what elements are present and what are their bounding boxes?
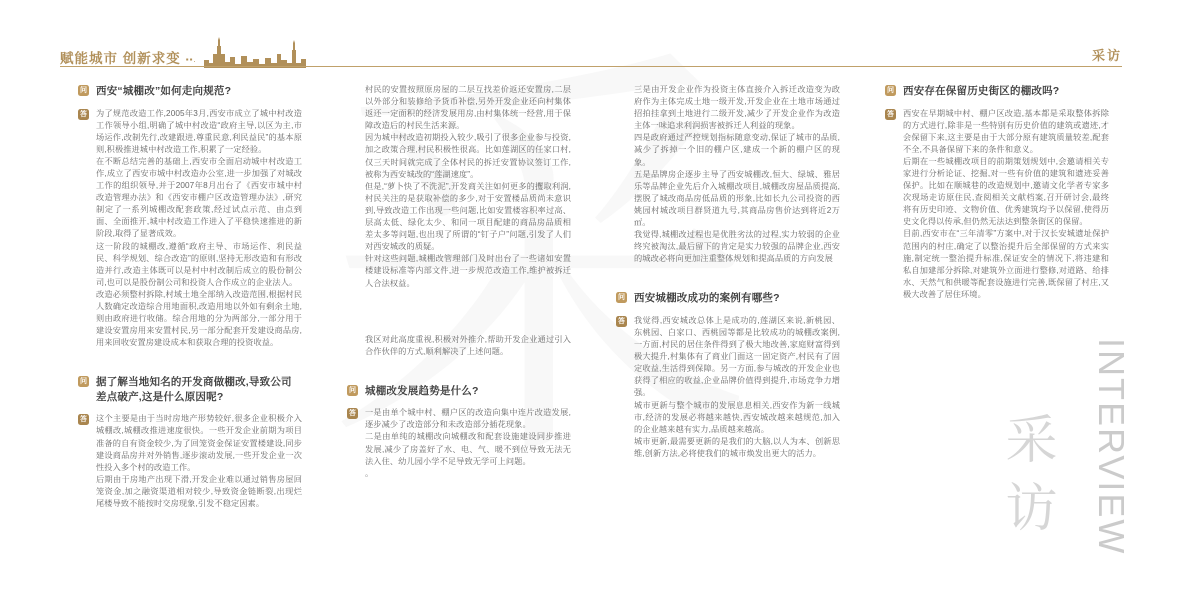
question-block xyxy=(616,291,840,306)
header-rule xyxy=(60,66,1122,67)
question-icon: 问 xyxy=(349,386,356,394)
question-block xyxy=(347,384,571,399)
paragraph: 这个主要是由于当时房地产形势较好,很多企业积极介入城棚改,城棚改推进速度很快。一些开发企业前期为项目准备的自有资金较少,为了回笼资金保证安置楼建设,同步建设商品房并对外销售,逐步滚动发展,一些开发企业一次性投入多个村的改造工作。 xyxy=(96,414,302,472)
paragraph: 我觉得,城棚改过程也是优胜劣汰的过程,实力较弱的企业终究被淘汰,最后留下的肯定是实力较强的品牌企业,西安的城改必将向更加注重整体规划和提高品质的方向发展 xyxy=(634,230,840,264)
question-icon: 问 xyxy=(80,87,87,94)
side-title-caifang: 采访 xyxy=(997,412,1055,548)
question-title: 西安城棚改成功的案例有哪些? xyxy=(634,292,780,305)
question-icon: 问 xyxy=(887,87,894,94)
answer-block xyxy=(616,315,840,460)
question-title: 西安存在保留历史街区的棚改吗? xyxy=(903,85,1060,97)
question-block xyxy=(885,84,1109,99)
paragraph: 西安在早期城中村、棚户区改造,基本都是采取整体拆除的方式进行,除非是一些特别有历史价值的建筑或遗迹,才会保留下来,这主要是由于大部分原有建筑质量较差,配套不全,不具备保留下来的条件和意义。 xyxy=(903,108,1109,154)
paragraph-group xyxy=(96,108,302,350)
question-title: 西安“城棚改”如何走向规范? xyxy=(96,85,232,97)
section-label: 采访 xyxy=(1091,48,1122,63)
paragraph: 针对这些问题,城棚改管理部门及时出台了一些诸如安置楼建设标准等内部文件,进一步规范改造工作,维护被拆迁人合法权益。 xyxy=(365,254,571,288)
paragraph: 在不断总结完善的基础上,西安市全面启动城中村改造工作,成立了西安市城中村改造办公室,进一步加强了对城改工作的组织领导,并于2007年8月出台了《西安市城中村改造管理办法》和《西安市棚户区改造管理办法》,研究制定了一系列城棚改配套政策,经过试点示范、由点到面、全面推开,城中村改造工作进入了平稳快速推进的新阶段,取得了显著成效。 xyxy=(96,156,302,239)
paragraph: 因为城中村改造初期投入较少,吸引了很多企业参与投资,加之政策合理,村民积极性很高。比如莲湖区的任家口村,仅三天时间就完成了全体村民的拆迁安置协议签订工作,被称为西安城改的“莲湖速度”。 xyxy=(365,133,571,179)
paragraph: 改造必须整村拆除,村域土地全部纳入改造范围,根据村民人数确定改造综合用地面积,改造用地以外如有剩余土地,则由政府进行收储。综合用地的分为两部分,一部分用于建设安置房用来安置村民,另一部分配套开发建设商品房,用来回收安置房建设成本和获取合理的投资收益。 xyxy=(96,289,302,348)
paragraph: 村民的安置按照原房屋的二层互找差价返还安置房,二层以外部分和装修给予货币补偿,另外开发企业还向村集体返还一定面积的经济发展用房,由村集体统一经营,用于保障改造后的村民生活来源。 xyxy=(365,85,571,131)
answer-icon: 答 xyxy=(618,317,625,325)
spacer xyxy=(347,300,571,334)
answer-block xyxy=(78,108,302,350)
paragraph: 但是,“萝卜快了不洗泥”,开发商关注如何更多的攫取利润,村民关注的是获取补偿的多少,对于安置楼品质尚未意识到,导致改造工作出现一些问题,比如安置楼容积率过高、层高太低、绿化太少、和同一项目配建的商品房品质相差太多等问题,也出现了所谓的“钉子户”问题,引发了人们对西安城改的质疑。 xyxy=(365,181,571,252)
paragraph: 。 xyxy=(365,468,374,478)
answer-icon: 答 xyxy=(887,110,894,118)
answer-block xyxy=(347,407,571,480)
answer-icon: 答 xyxy=(349,410,356,418)
question-block xyxy=(78,375,302,404)
question-title: 城棚改发展趋势是什么? xyxy=(365,384,479,397)
paragraph-group xyxy=(96,413,302,510)
paragraph: 这一阶段的城棚改,遵循“政府主导、市场运作、利民益民、科学规划、综合改造”的原则,坚持无形改造和有形改造并行,改造主体既可以是村中村改制后成立的股份制公司,也可以是股份制公司和投资人合作成立的企业法人。 xyxy=(96,241,302,287)
paragraph: 二是由单纯的城棚改向城棚改和配套设施建设同步推进发展,减少了房盖好了水、电、气、暖不到位导致无法无法入住、幼儿园小学不足导致无学可上问题。 xyxy=(365,432,571,466)
column-2 xyxy=(347,84,571,589)
paragraph: 城市更新与整个城市的发展息息相关,西安作为新一线城市,经济的发展必将越来越快,西安城改越来越规范,加入的企业越来越有实力,品质越来越高。 xyxy=(634,400,840,434)
paragraph-group xyxy=(347,84,571,290)
paragraph: 城市更新,最需要更新的是我们的大脑,以人为本、创新思维,创新方法,必将使我们的城市焕发出更大的活力。 xyxy=(634,436,840,458)
paragraph: 我区对此高度重视,积极对外推介,帮助开发企业通过引入合作伙伴的方式,顺利解决了上述问题。 xyxy=(365,334,571,356)
city-skyline-icon xyxy=(202,34,314,68)
paragraph: 一是由单个城中村、棚户区的改造向集中连片改造发展,逐步减少了改造部分和未改造部分插花现象。 xyxy=(365,408,571,430)
paragraph: 四是政府通过严控规划指标随意变动,保证了城市的品质,减少了拆掉一个旧的棚户区,建成一个新的棚户区的现象。 xyxy=(634,133,840,167)
answer-block xyxy=(78,413,302,510)
column-4 xyxy=(885,84,1109,589)
question-block xyxy=(78,84,302,99)
question-title: 据了解当地知名的开发商做棚改,导致公司差点破产,这是什么原因呢? xyxy=(96,376,292,403)
paragraph-group xyxy=(365,407,571,480)
paragraph: 为了规范改造工作,2005年3月,西安市成立了城中村改造工作领导小组,明确了城中村改造“政府主导,以区为主,市场运作,改制先行,改建跟进,尊重民意,利民益民”的基本原则,积极推进城中村改造工作,积累了一定经验。 xyxy=(96,108,302,154)
brand-slogan: 赋能城市 创新求变 xyxy=(60,51,181,66)
column-3 xyxy=(616,84,840,589)
answer-icon: 答 xyxy=(80,110,87,118)
side-title-interview: INTERVIEW xyxy=(1091,338,1132,556)
continuation-block xyxy=(347,84,571,290)
brand-dots: ▪▪. xyxy=(185,55,197,64)
paragraph-group xyxy=(616,84,840,265)
paragraph-group xyxy=(903,108,1109,302)
column-1 xyxy=(78,84,302,589)
paragraph: 目前,西安市在“三年清零”方案中,对于汉长安城遗址保护范围内的村庄,确定了以整治提升后全部保留的方式来实施,制定统一整治提升标准,保证安全的情况下,将违建和私自加建部分拆除,对建筑外立面进行整修,对道路、给排水、天然气和供暖等配套设施进行完善,既保留了村庄,又极大改善了居住环境。 xyxy=(903,229,1109,299)
paragraph: 后期在一些城棚改项目的前期策划规划中,会邀请相关专家进行分析论证、挖掘,对一些有价值的建筑和遗迹妥善保护。比如在顺城巷的改造规划中,邀请文化学者专家多次现场走访原住民,查阅相关文献档案,召开研讨会,最终将有历史印迹、文物价值、优秀建筑均予以保留,使得历史文化得以传承,但仍然无法达到整条街区的保留。 xyxy=(903,156,1109,227)
paragraph: 我觉得,西安城改总体上是成功的,莲湖区来说,新桃园、东桃园、白家口、西桃园等都是比较成功的城棚改案例,一方面,村民的居住条件得到了极大地改善,家庭财富得到极大提升,村集体有了商业门面这一固定资产,村民有了固定收益,生活得到保障。另一方面,参与城改的开发企业也获得了相应的收益,企业品牌价值得到提升,市场竞争力增强。 xyxy=(634,315,840,398)
paragraph-group xyxy=(347,334,571,358)
continuation-block xyxy=(347,334,571,358)
paragraph: 五是品牌房企逐步主导了西安城棚改,恒大、绿城、雅居乐等品牌企业先后介入城棚改项目,城棚改房屋品质提高,摆脱了城改商品房低品质的形象,比如长九公司投资的西姚园村城改项目群贤道九号,其商品房售价达到将近2万㎡。 xyxy=(634,169,840,228)
header-brand xyxy=(60,34,314,66)
question-icon: 问 xyxy=(618,294,625,302)
continuation-block xyxy=(616,84,840,265)
paragraph-group xyxy=(634,315,840,460)
paragraph: 后期由于房地产出现下滑,开发企业难以通过销售房屋回笼资金,加之融资渠道相对较少,导致资金链断裂,出现烂尾楼导致不能按时交房现象,引发不稳定因素。 xyxy=(96,474,302,509)
paragraph: 三是由开发企业作为投资主体直接介入拆迁改造变为政府作为主体完成土地一级开发,开发企业在土地市场通过招拍挂拿到土地进行二级开发,减少了开发企业作为改造主体一味追求利润损害被拆迁人利益的现象。 xyxy=(634,85,840,131)
answer-block xyxy=(885,108,1109,302)
answer-icon: 答 xyxy=(80,416,87,424)
columns xyxy=(78,84,1124,589)
question-icon: 问 xyxy=(80,378,87,386)
